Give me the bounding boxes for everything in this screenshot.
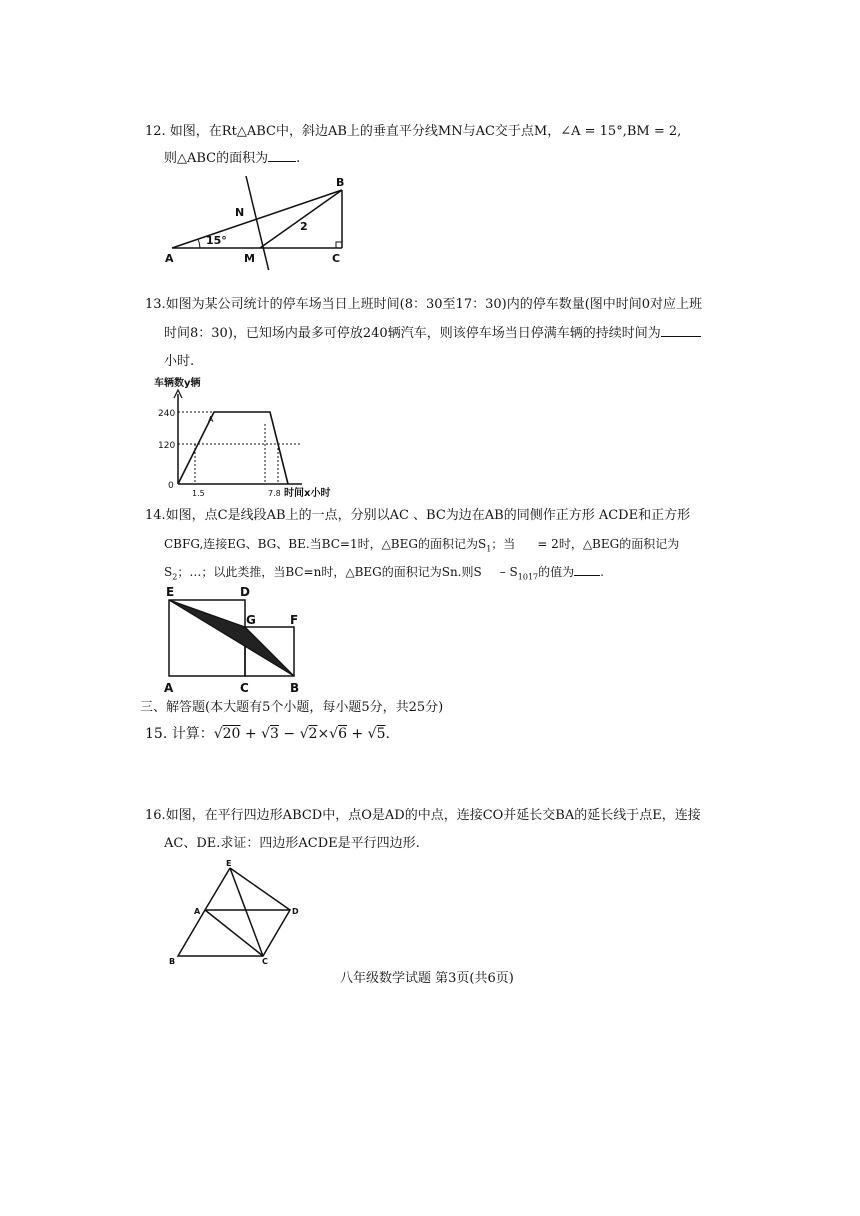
q16-label-d: D — [292, 907, 299, 916]
page-footer: 八年级数学试题 第3页(共6页) — [340, 971, 514, 986]
q12-label-n: N — [235, 206, 245, 219]
q13-tick-1-5: 1.5 — [192, 489, 205, 498]
q14-line2: CBFG,连接EG、BG、BE.当BC=1时，△BEG的面积记为$S_1$；当 = 2时，△BEG的面积记为 — [164, 537, 680, 554]
q12-angle-label: 15° — [206, 234, 227, 247]
q13-line2: 时间8：30)，已知场内最多可停放240辆汽车，则该停车场当日停满车辆的持续时间为 — [164, 326, 701, 342]
q13-tick-240: 240 — [158, 409, 176, 419]
q16-label-e: E — [226, 859, 232, 868]
q12-label-c: C — [332, 252, 341, 265]
q14-label-d: D — [240, 585, 250, 599]
q14-line1: 14.如图，点C是线段AB上的一点，分别以AC 、BC为边在AB的同侧作正方形 ACDE和正方形 — [145, 508, 691, 523]
q12-label-b: B — [336, 176, 345, 189]
section-3-heading: 三、解答题(本大题有5个小题，每小题5分，共25分) — [140, 700, 444, 715]
q13-tick-0: 0 — [168, 481, 174, 491]
q13-ylabel: 车辆数y辆 — [154, 378, 201, 389]
q16-line2: AC、DE.求证：四边形ACDE是平行四边形. — [164, 836, 420, 851]
q14-label-g: G — [246, 613, 256, 627]
q14-squares-figure — [160, 584, 310, 696]
q12-line1: 12. 如图，在Rt△ABC中，斜边AB上的垂直平分线MN与AC交于点M，∠A = 15°,BM = 2, — [145, 124, 682, 139]
q13-tick-120: 120 — [158, 441, 176, 451]
q16-label-c: C — [262, 957, 268, 966]
q14-label-e: E — [166, 585, 175, 599]
q14-line3: $S_2$；…；以此类推，当BC=n时，△BEG的面积记为Sn.则S – $S_{1017}$的值为 . — [164, 565, 604, 582]
q12-side-label: 2 — [300, 220, 308, 233]
q12-label-m: M — [244, 252, 255, 265]
q13-xlabel: 时间x小时 — [284, 488, 331, 499]
q14-label-b: B — [290, 681, 300, 695]
q13-line3: 小时. — [164, 354, 195, 369]
q16-label-b: B — [169, 957, 176, 966]
q16-label-a: A — [194, 907, 201, 916]
q15-expression: 15. 计算：√20 + √3 − √2×√6 + √5. — [145, 726, 390, 742]
q12-label-a: A — [165, 252, 174, 265]
q14-label-f: F — [290, 613, 299, 627]
q16-parallelogram-figure — [165, 856, 315, 966]
q13-parking-chart — [150, 372, 370, 500]
q16-line1: 16.如图，在平行四边形ABCD中，点O是AD的中点，连接CO并延长交BA的延长线于点E，连接 — [145, 808, 701, 823]
q14-label-a: A — [164, 681, 174, 695]
q13-line1: 13.如图为某公司统计的停车场当日上班时间(8：30至17：30)内的停车数量(图中时间0对应上班 — [145, 297, 703, 312]
q13-tick-7-8: 7.8 — [268, 489, 281, 498]
q12-line2: 则△ABC的面积为 . — [164, 151, 301, 166]
q14-label-c: C — [240, 681, 249, 695]
q12-triangle-figure — [160, 170, 360, 270]
q13-point-a: A — [208, 415, 214, 424]
